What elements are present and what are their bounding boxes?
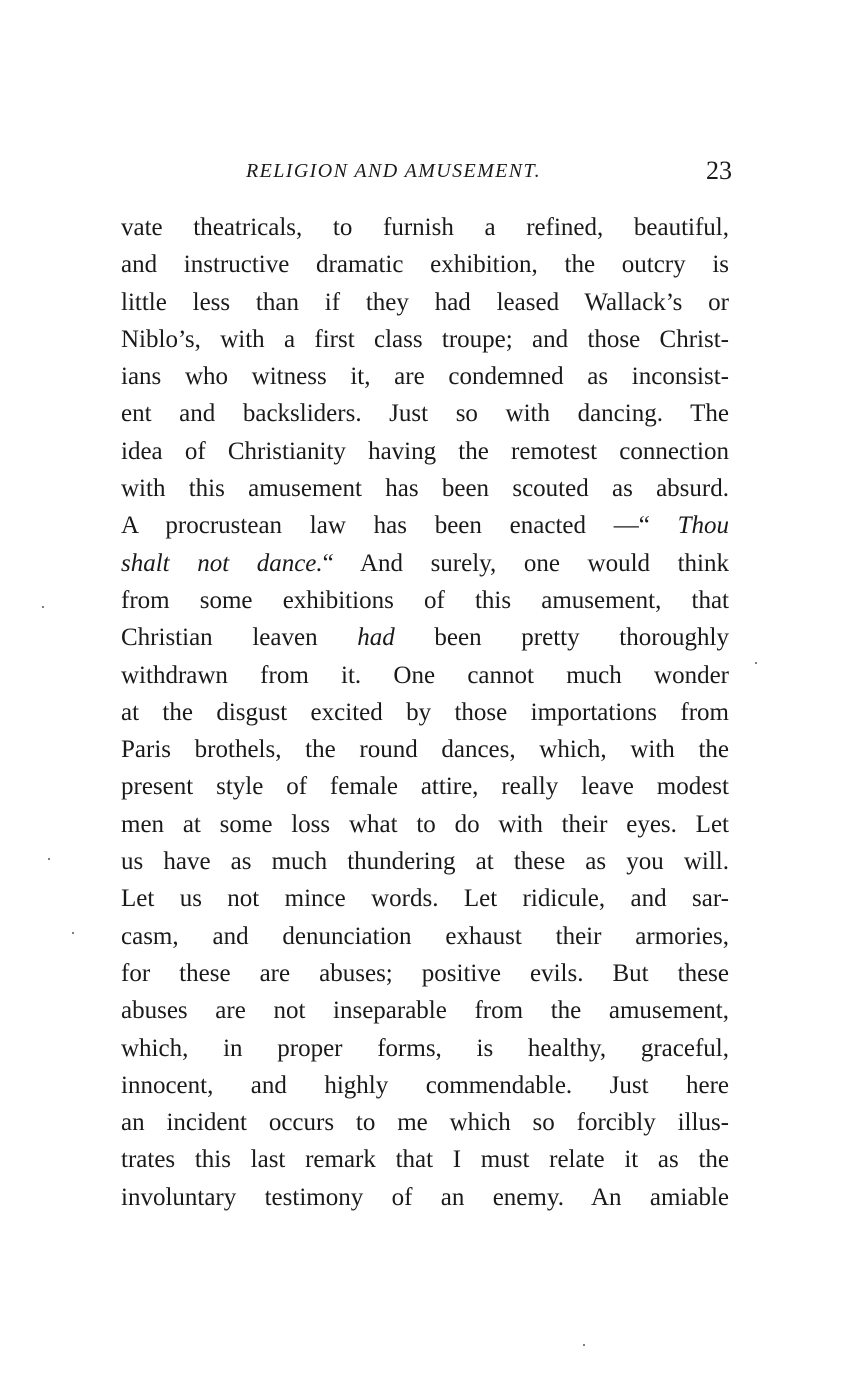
italic-had: had: [357, 624, 395, 652]
text-line-6: ent and backsliders. Just so with dancing. The: [121, 400, 729, 428]
running-head: [120, 158, 732, 190]
text-line-5: ians who witness it, are condemned as inconsist-: [121, 363, 729, 391]
page-number: 23: [706, 156, 732, 185]
paper-speck: [583, 1344, 585, 1346]
text-line-17: men at some loss what to do with their eyes. Let: [121, 810, 729, 838]
text-line-22: abuses are not inseparable from the amusement,: [121, 997, 729, 1025]
text-line-26: trates this last remark that I must relate it as the: [121, 1146, 729, 1174]
text-line-3: little less than if they had leased Wallack’s or: [121, 288, 729, 316]
running-title: RELIGION AND AMUSEMENT.: [246, 160, 541, 182]
text-line-10: [121, 545, 729, 582]
text-line-20: casm, and denunciation exhaust their armories,: [121, 922, 729, 950]
text-line-4: Niblo’s, with a first class troupe; and those Christ-: [121, 325, 729, 353]
text-line-23: which, in proper forms, is healthy, graceful,: [121, 1034, 729, 1062]
text-line-1: vate theatricals, to furnish a refined, beautiful,: [121, 214, 729, 241]
text-line-27: involuntary testimony of an enemy. An amiable: [121, 1183, 729, 1211]
text-line-9: [121, 507, 729, 544]
body-text: [121, 209, 729, 1216]
paper-speck: [42, 606, 44, 608]
paper-speck: [72, 932, 74, 934]
text-line-16: present style of female attire, really leave modest: [121, 773, 729, 801]
text-segment: Christian leaven: [121, 624, 318, 652]
text-line-8: with this amusement has been scouted as absurd.: [121, 475, 729, 503]
text-line-13: withdrawn from it. One cannot much wonder: [121, 661, 729, 689]
text-line-2: and instructive dramatic exhibition, the outcry is: [121, 251, 729, 279]
text-line-21: for these are abuses; positive evils. But these: [121, 959, 729, 987]
text-line-19: Let us not mince words. Let ridicule, and sar-: [121, 885, 729, 913]
text-line-24: innocent, and highly commendable. Just here: [121, 1071, 729, 1099]
text-segment: A procrustean law has been enacted —“: [121, 512, 650, 540]
paper-speck: [48, 858, 50, 860]
text-line-18: us have as much thundering at these as you will.: [121, 848, 729, 876]
italic-quote-thou: Thou: [677, 512, 729, 540]
text-line-11: from some exhibitions of this amusement, that: [121, 586, 729, 614]
text-line-15: Paris brothels, the round dances, which, with the: [121, 736, 729, 764]
text-line-7: idea of Christianity having the remotest connection: [121, 437, 729, 465]
text-line-25: an incident occurs to me which so forcibly illus-: [121, 1109, 729, 1137]
text-line-12: [121, 619, 729, 656]
text-line-14: at the disgust excited by those importations from: [121, 698, 729, 726]
paper-speck: [755, 662, 757, 664]
italic-quote-shalt-not-dance: shalt not dance.: [121, 549, 323, 577]
text-segment: “ And surely, one would think: [322, 549, 729, 577]
text-segment: been pretty thoroughly: [434, 624, 729, 652]
